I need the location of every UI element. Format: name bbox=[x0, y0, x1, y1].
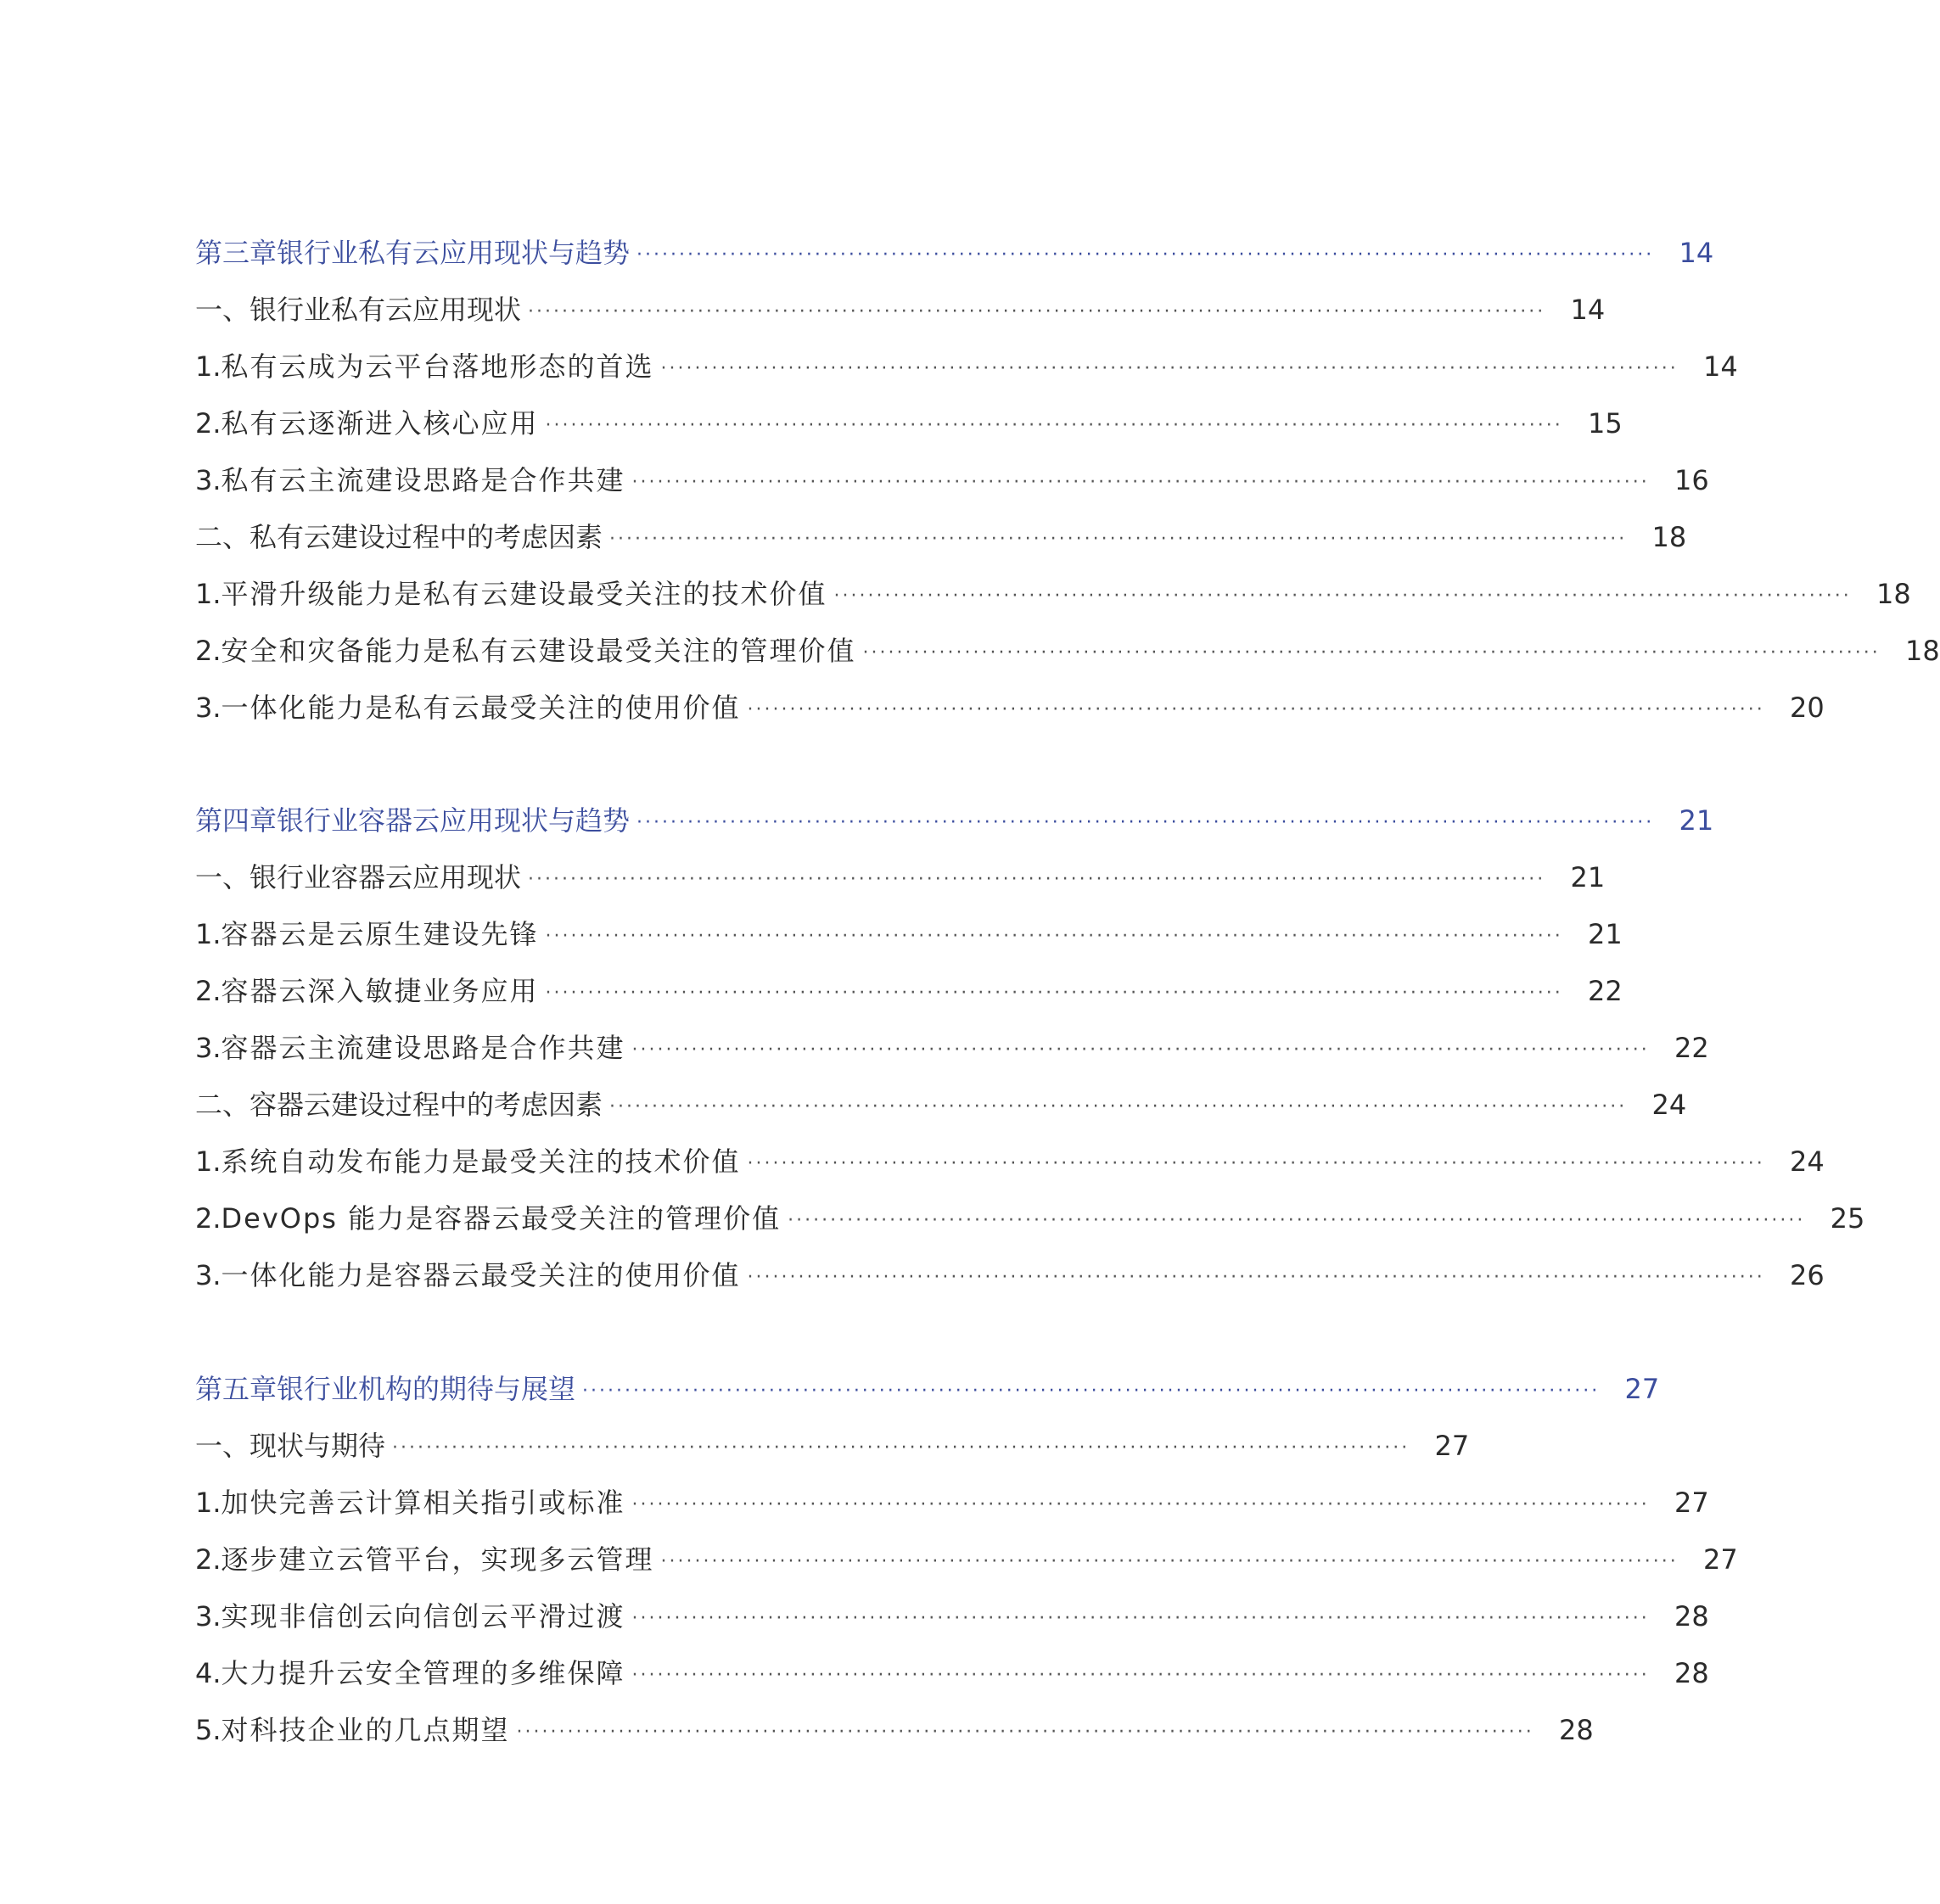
toc-entry-title: 加快完善云计算相关指引或标准 bbox=[221, 1487, 625, 1519]
dot-leader: ························································································································ bbox=[747, 1153, 1765, 1174]
toc-item-row[interactable] bbox=[195, 1254, 1825, 1296]
dot-leader: ························································································································ bbox=[631, 472, 1650, 493]
page-number: 20 bbox=[1790, 692, 1825, 724]
toc-entry-title: 对科技企业的几点期望 bbox=[221, 1714, 510, 1746]
item-number: 2. bbox=[195, 635, 221, 667]
page-number: 18 bbox=[1651, 521, 1687, 553]
toc-chapter-row[interactable] bbox=[195, 1368, 1660, 1410]
page-number: 14 bbox=[1570, 294, 1606, 326]
chapter-label: 第三章 bbox=[195, 237, 278, 269]
page-number: 28 bbox=[1559, 1714, 1594, 1746]
page-number: 22 bbox=[1588, 975, 1623, 1007]
toc-item-row[interactable] bbox=[195, 913, 1623, 955]
toc-entry-title: 私有云逐渐进入核心应用 bbox=[221, 407, 539, 440]
item-number: 1. bbox=[195, 578, 221, 610]
toc-item-row[interactable] bbox=[195, 345, 1738, 388]
toc-entry-title: 容器云是云原生建设先锋 bbox=[221, 918, 539, 950]
dot-leader: ························································································································ bbox=[660, 1551, 1679, 1572]
page-number: 21 bbox=[1570, 861, 1606, 893]
page-number: 16 bbox=[1674, 464, 1709, 496]
page-number: 14 bbox=[1703, 350, 1738, 383]
page-number: 26 bbox=[1790, 1259, 1825, 1291]
page-number: 18 bbox=[1905, 635, 1940, 667]
toc-entry-title: 系统自动发布能力是最受关注的技术价值 bbox=[221, 1145, 741, 1178]
page-number: 27 bbox=[1624, 1373, 1660, 1405]
toc-item-row[interactable] bbox=[195, 970, 1623, 1012]
item-number: 3. bbox=[195, 1600, 221, 1632]
dot-leader: ························································································································ bbox=[631, 1608, 1650, 1629]
page-number: 15 bbox=[1588, 407, 1623, 440]
dot-leader: ························································································································ bbox=[609, 1096, 1628, 1117]
page-number: 24 bbox=[1790, 1145, 1825, 1178]
toc-entry-title: 容器云深入敏捷业务应用 bbox=[221, 975, 539, 1007]
item-number: 3. bbox=[195, 692, 221, 724]
dot-leader: ························································································································ bbox=[528, 301, 1546, 322]
toc-section-row[interactable] bbox=[195, 1084, 1687, 1126]
item-number: 1. bbox=[195, 350, 221, 383]
dot-leader: ························································································································ bbox=[545, 926, 1563, 947]
page-number: 21 bbox=[1679, 804, 1714, 837]
toc-item-row[interactable] bbox=[195, 1481, 1709, 1524]
toc-entry-title: 一、现状与期待 bbox=[195, 1430, 386, 1462]
dot-leader: ························································································································ bbox=[833, 585, 1852, 607]
toc-item-row[interactable] bbox=[195, 459, 1709, 501]
item-number: 1. bbox=[195, 1487, 221, 1519]
page-number: 28 bbox=[1674, 1657, 1709, 1689]
toc-entry-title: 银行业私有云应用现状与趋势 bbox=[277, 237, 631, 269]
item-number: 2. bbox=[195, 1202, 221, 1235]
toc-item-row[interactable] bbox=[195, 1709, 1594, 1751]
page-number: 14 bbox=[1679, 237, 1714, 269]
toc-section-row[interactable] bbox=[195, 1425, 1470, 1467]
item-number: 1. bbox=[195, 1145, 221, 1178]
dot-leader: ························································································································ bbox=[631, 1665, 1650, 1686]
page-number: 27 bbox=[1703, 1543, 1738, 1576]
toc-entry-title: 一、银行业容器云应用现状 bbox=[195, 861, 522, 893]
toc-entry-title: 逐步建立云管平台，实现多云管理 bbox=[221, 1543, 654, 1576]
dot-leader: ························································································································ bbox=[636, 244, 1655, 266]
toc-item-row[interactable] bbox=[195, 1652, 1709, 1694]
dot-leader: ························································································································ bbox=[747, 1267, 1765, 1288]
toc-item-row[interactable] bbox=[195, 1140, 1825, 1183]
dot-leader: ························································································································ bbox=[582, 1380, 1601, 1402]
toc-chapter-row[interactable] bbox=[195, 232, 1714, 274]
page-number: 21 bbox=[1588, 918, 1623, 950]
item-number: 4. bbox=[195, 1657, 221, 1689]
toc-entry-title: 大力提升云安全管理的多维保障 bbox=[221, 1657, 625, 1689]
dot-leader: ························································································································ bbox=[516, 1722, 1534, 1743]
item-number: 1. bbox=[195, 918, 221, 950]
item-number: 2. bbox=[195, 407, 221, 440]
dot-leader: ························································································································ bbox=[631, 1494, 1650, 1515]
page-number: 28 bbox=[1674, 1600, 1709, 1632]
page-number: 25 bbox=[1830, 1202, 1865, 1235]
dot-leader: ························································································································ bbox=[528, 869, 1546, 890]
dot-leader: ························································································································ bbox=[609, 529, 1628, 550]
chapter-label: 第四章 bbox=[195, 804, 278, 837]
toc-entry-title: 银行业机构的期待与展望 bbox=[277, 1373, 576, 1405]
dot-leader: ························································································································ bbox=[660, 358, 1679, 379]
toc-entry-title: 银行业容器云应用现状与趋势 bbox=[277, 804, 631, 837]
page-number: 27 bbox=[1674, 1487, 1709, 1519]
page-number: 22 bbox=[1674, 1032, 1709, 1064]
toc-entry-title: 私有云主流建设思路是合作共建 bbox=[221, 464, 625, 496]
toc-entry-title: 二、私有云建设过程中的考虑因素 bbox=[195, 521, 603, 553]
toc-item-row[interactable] bbox=[195, 573, 1911, 615]
toc-entry-title: 一体化能力是容器云最受关注的使用价值 bbox=[221, 1259, 741, 1291]
item-number: 3. bbox=[195, 464, 221, 496]
toc-entry-title: 一、银行业私有云应用现状 bbox=[195, 294, 522, 326]
dot-leader: ························································································································ bbox=[862, 642, 1881, 664]
toc-item-row[interactable] bbox=[195, 1595, 1709, 1638]
toc-chapter-row[interactable] bbox=[195, 799, 1714, 842]
toc-item-row[interactable] bbox=[195, 1538, 1738, 1581]
toc-item-row[interactable] bbox=[195, 402, 1623, 445]
page-number: 18 bbox=[1876, 578, 1911, 610]
item-number: 2. bbox=[195, 975, 221, 1007]
item-number: 2. bbox=[195, 1543, 221, 1576]
toc-entry-title: 二、容器云建设过程中的考虑因素 bbox=[195, 1089, 603, 1121]
dot-leader: ························································································································ bbox=[545, 415, 1563, 436]
toc-entry-title: 私有云成为云平台落地形态的首选 bbox=[221, 350, 654, 383]
dot-leader: ························································································································ bbox=[788, 1210, 1806, 1231]
toc-entry-title: 容器云主流建设思路是合作共建 bbox=[221, 1032, 625, 1064]
dot-leader: ························································································································ bbox=[636, 812, 1655, 833]
toc-entry-title: 平滑升级能力是私有云建设最受关注的技术价值 bbox=[221, 578, 827, 610]
toc-section-row[interactable] bbox=[195, 288, 1606, 331]
page-number: 24 bbox=[1651, 1089, 1687, 1121]
dot-leader: ························································································································ bbox=[631, 1039, 1650, 1061]
toc-entry-title: 一体化能力是私有云最受关注的使用价值 bbox=[221, 692, 741, 724]
toc-entry-title: 实现非信创云向信创云平滑过渡 bbox=[221, 1600, 625, 1632]
toc-entry-title: 安全和灾备能力是私有云建设最受关注的管理价值 bbox=[221, 635, 856, 667]
toc-item-row[interactable] bbox=[195, 1027, 1709, 1069]
dot-leader: ························································································································ bbox=[545, 983, 1563, 1004]
toc-section-row[interactable] bbox=[195, 516, 1687, 558]
item-number: 5. bbox=[195, 1714, 221, 1746]
item-number: 3. bbox=[195, 1259, 221, 1291]
dot-leader: ························································································································ bbox=[392, 1437, 1410, 1459]
chapter-label: 第五章 bbox=[195, 1373, 278, 1405]
dot-leader: ························································································································ bbox=[747, 699, 1765, 720]
item-number: 3. bbox=[195, 1032, 221, 1064]
toc-section-row[interactable] bbox=[195, 856, 1606, 899]
toc-entry-title: DevOps 能力是容器云最受关注的管理价值 bbox=[221, 1202, 782, 1235]
page-number: 27 bbox=[1434, 1430, 1470, 1462]
toc-item-row[interactable] bbox=[195, 630, 1940, 672]
toc-item-row[interactable] bbox=[195, 686, 1825, 729]
toc-item-row[interactable] bbox=[195, 1197, 1865, 1240]
